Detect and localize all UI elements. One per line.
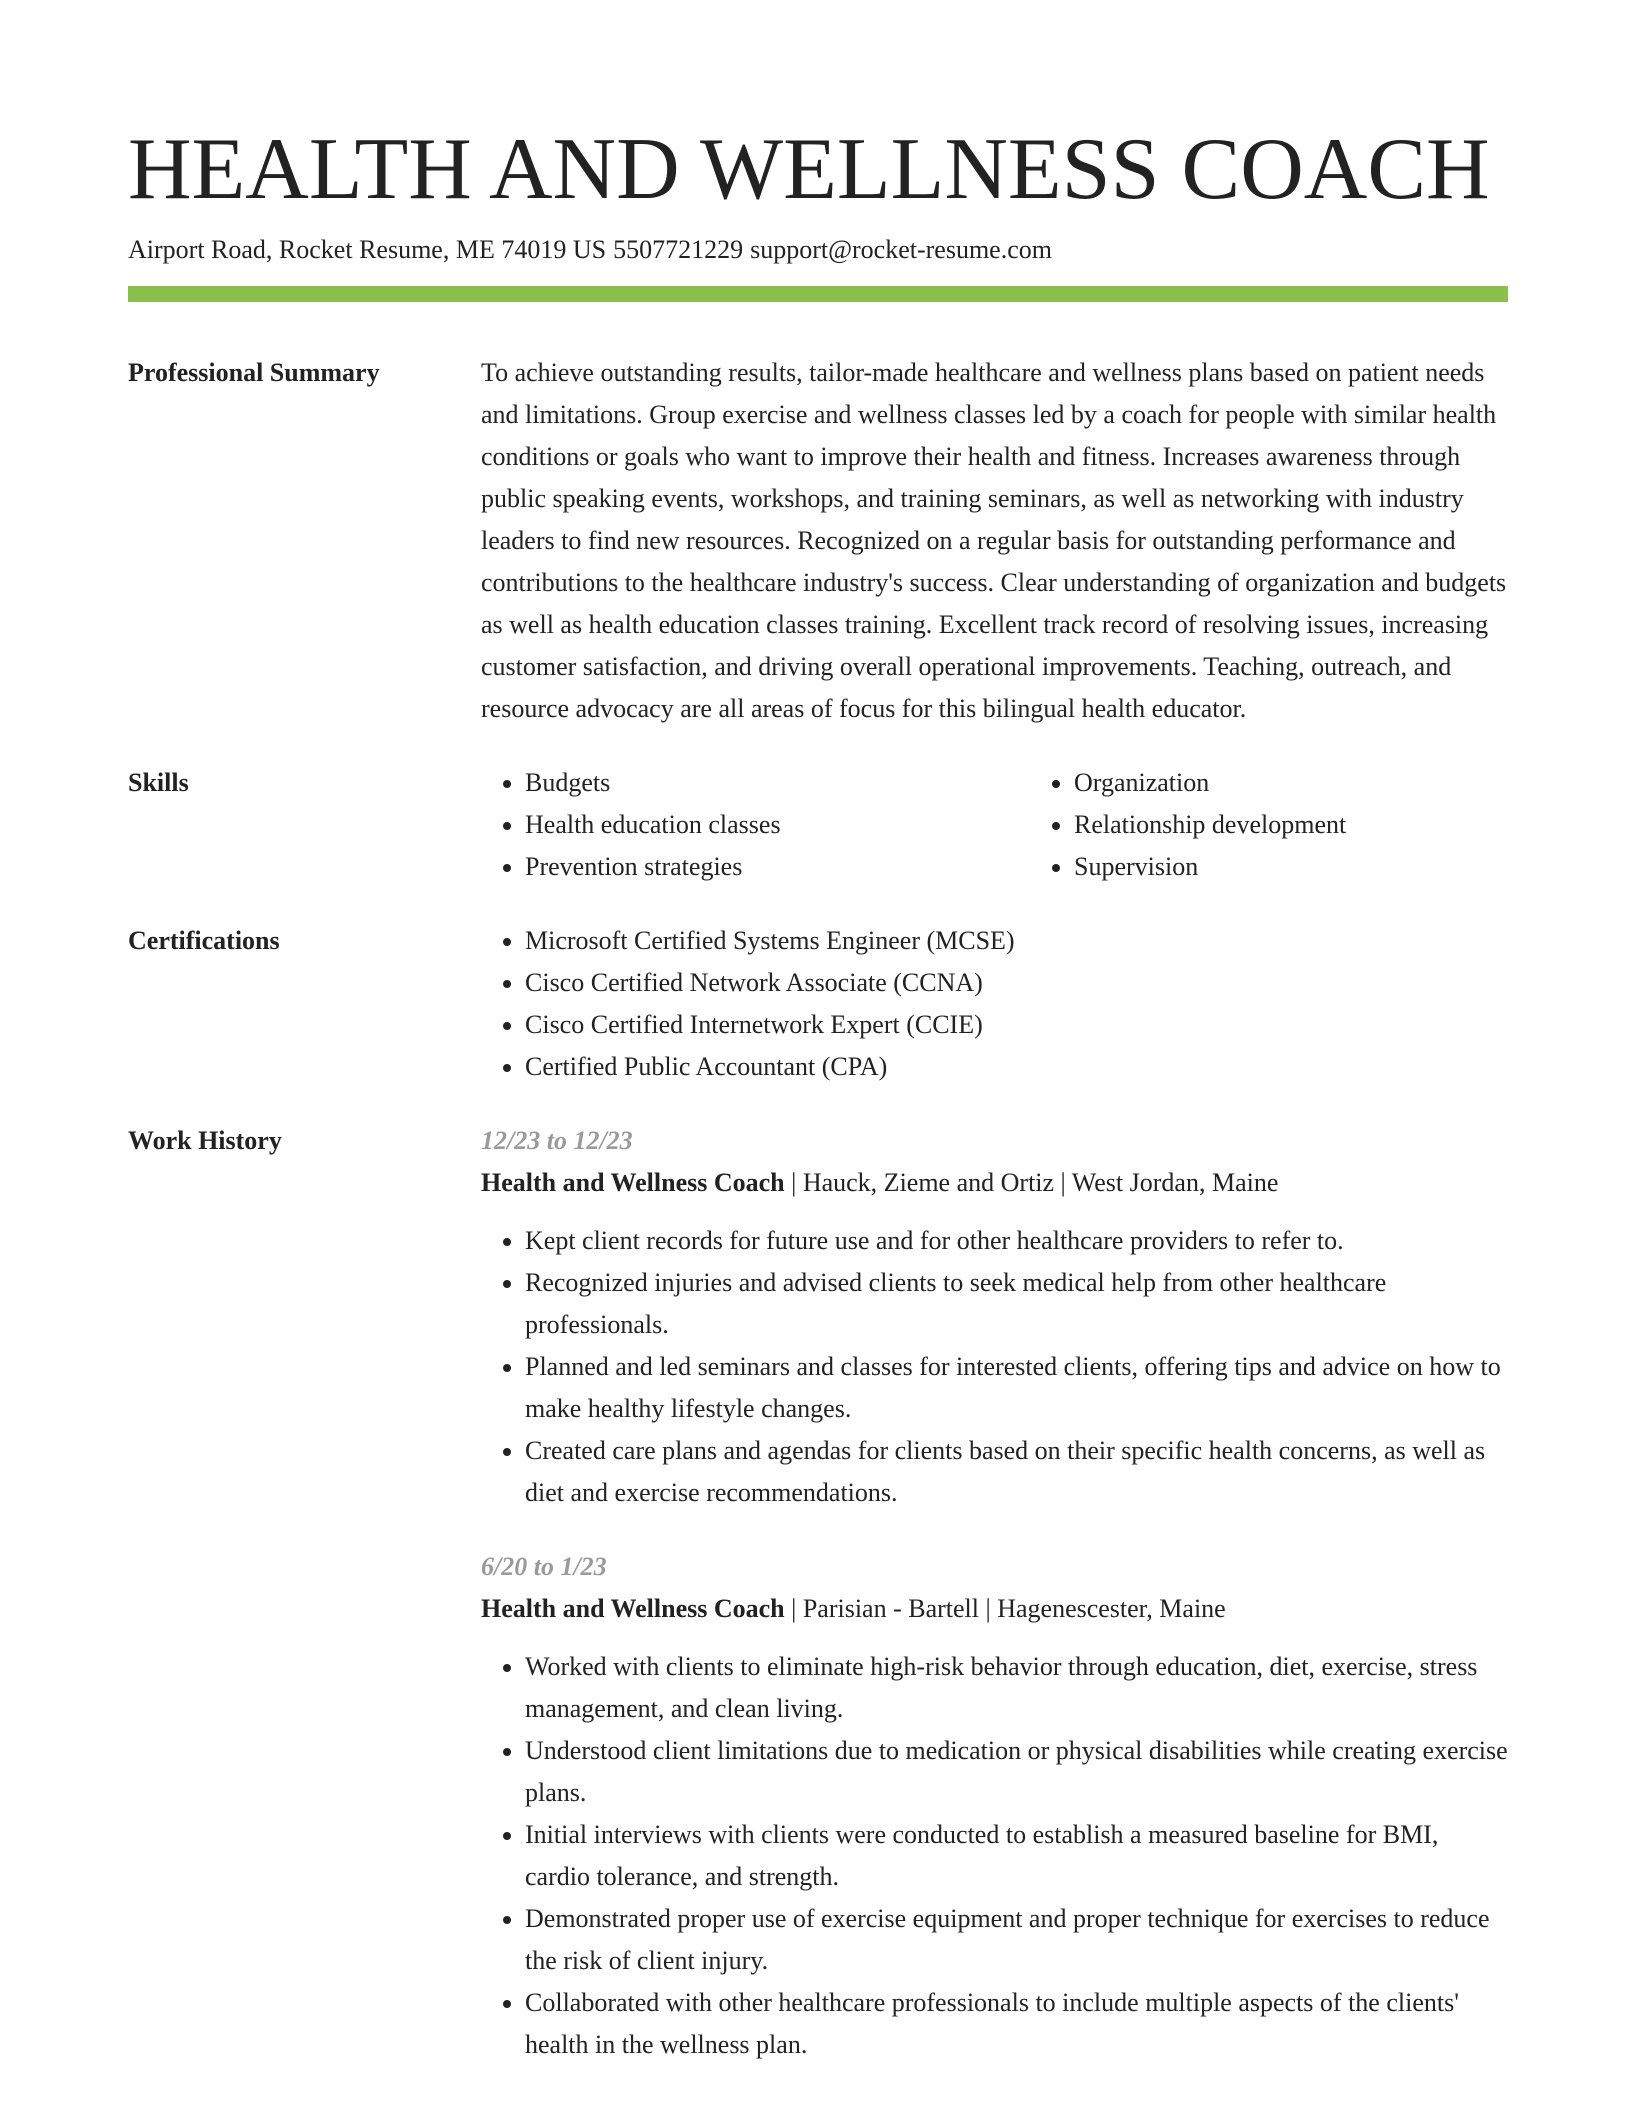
header-divider xyxy=(128,286,1508,302)
contact-line xyxy=(128,232,1508,268)
job-bullets xyxy=(481,1646,1508,2066)
resume-page xyxy=(128,118,1508,2066)
section-label-certifications: Certifications xyxy=(128,926,280,955)
work-history-body xyxy=(481,1120,1508,2066)
job-bullet: • Created care plans and agendas for clients based on their specific health concerns, as well as diet and exercise recommendations. xyxy=(525,1430,1508,1514)
section-label-summary: Professional Summary xyxy=(128,358,380,387)
summary-text: To achieve outstanding results, tailor-made healthcare and wellness plans based on patient needs and limitations. Group exercise and wellness classes led by a coach for people with similar health conditions or goals who want to improve their health and fitness. Increases awareness through public speaking events, workshops, and training seminars, as well as networking with industry leaders to find new resources. Recognized on a regular basis for outstanding performance and contributions to the healthcare industry's success. Clear understanding of organization and budgets as well as health education classes training. Excellent track record of resolving issues, increasing customer satisfaction, and driving overall operational improvements. Teaching, outreach, and resource advocacy are all areas of focus for this bilingual health educator. xyxy=(481,358,1507,723)
skills-column-2 xyxy=(1030,762,1579,888)
job-title: Health and Wellness Coach xyxy=(481,1594,785,1623)
certifications-list xyxy=(481,920,1508,1088)
certification-item: • Microsoft Certified Systems Engineer (MCSE) xyxy=(525,920,1508,962)
section-certifications xyxy=(128,920,1508,1088)
section-work-history xyxy=(128,1120,1508,2066)
certifications-body xyxy=(481,920,1508,1088)
certification-item: • Cisco Certified Network Associate (CCNA) xyxy=(525,962,1508,1004)
resume-name-heading: HEALTH AND WELLNESS COACH xyxy=(128,121,1490,218)
job-entry xyxy=(481,1120,1508,1514)
job-entry xyxy=(481,1546,1508,2066)
job-details: | Hauck, Zieme and Ortiz | West Jordan, Maine xyxy=(791,1168,1279,1197)
certification-item: • Cisco Certified Internetwork Expert (CCIE) xyxy=(525,1004,1508,1046)
job-bullet: • Understood client limitations due to medication or physical disabilities while creating exercise plans. xyxy=(525,1730,1508,1814)
section-label-work-history: Work History xyxy=(128,1126,282,1155)
job-details: | Parisian - Bartell | Hagenescester, Maine xyxy=(791,1594,1226,1623)
job-bullet: • Collaborated with other healthcare professionals to include multiple aspects of the clients' health in the wellness plan. xyxy=(525,1982,1508,2066)
skill-item: • Budgets xyxy=(525,762,1030,804)
contact-email: support@rocket-resume.com xyxy=(750,235,1052,264)
skills-grid xyxy=(481,762,1579,888)
skill-item: • Prevention strategies xyxy=(525,846,1030,888)
skill-item: • Supervision xyxy=(1074,846,1579,888)
job-bullet: • Recognized injuries and advised clients to seek medical help from other healthcare professionals. xyxy=(525,1262,1508,1346)
contact-phone: 5507721229 xyxy=(613,235,744,264)
job-bullet: • Planned and led seminars and classes for interested clients, offering tips and advice on how to make healthy lifestyle changes. xyxy=(525,1346,1508,1430)
job-bullet: • Worked with clients to eliminate high-risk behavior through education, diet, exercise, stress management, and clean living. xyxy=(525,1646,1508,1730)
certification-item: • Certified Public Accountant (CPA) xyxy=(525,1046,1508,1088)
summary-body xyxy=(481,352,1508,730)
section-skills xyxy=(128,762,1508,888)
job-bullet: • Initial interviews with clients were conducted to establish a measured baseline for BMI, cardio tolerance, and strength. xyxy=(525,1814,1508,1898)
section-label-skills: Skills xyxy=(128,768,189,797)
skill-item: • Organization xyxy=(1074,762,1579,804)
job-bullet: • Demonstrated proper use of exercise equipment and proper technique for exercises to reduce the risk of client injury. xyxy=(525,1898,1508,1982)
job-dates: 12/23 to 12/23 xyxy=(481,1126,633,1155)
job-bullet: • Kept client records for future use and for other healthcare providers to refer to. xyxy=(525,1220,1508,1262)
skill-item: • Relationship development xyxy=(1074,804,1579,846)
section-professional-summary xyxy=(128,352,1508,730)
job-dates: 6/20 to 1/23 xyxy=(481,1552,607,1581)
contact-address: Airport Road, Rocket Resume, ME 74019 US xyxy=(128,235,607,264)
job-bullets xyxy=(481,1220,1508,1514)
skills-column-1 xyxy=(481,762,1030,888)
skill-item: • Health education classes xyxy=(525,804,1030,846)
job-title-line xyxy=(481,1588,1508,1630)
job-title-line xyxy=(481,1162,1508,1204)
job-title: Health and Wellness Coach xyxy=(481,1168,785,1197)
